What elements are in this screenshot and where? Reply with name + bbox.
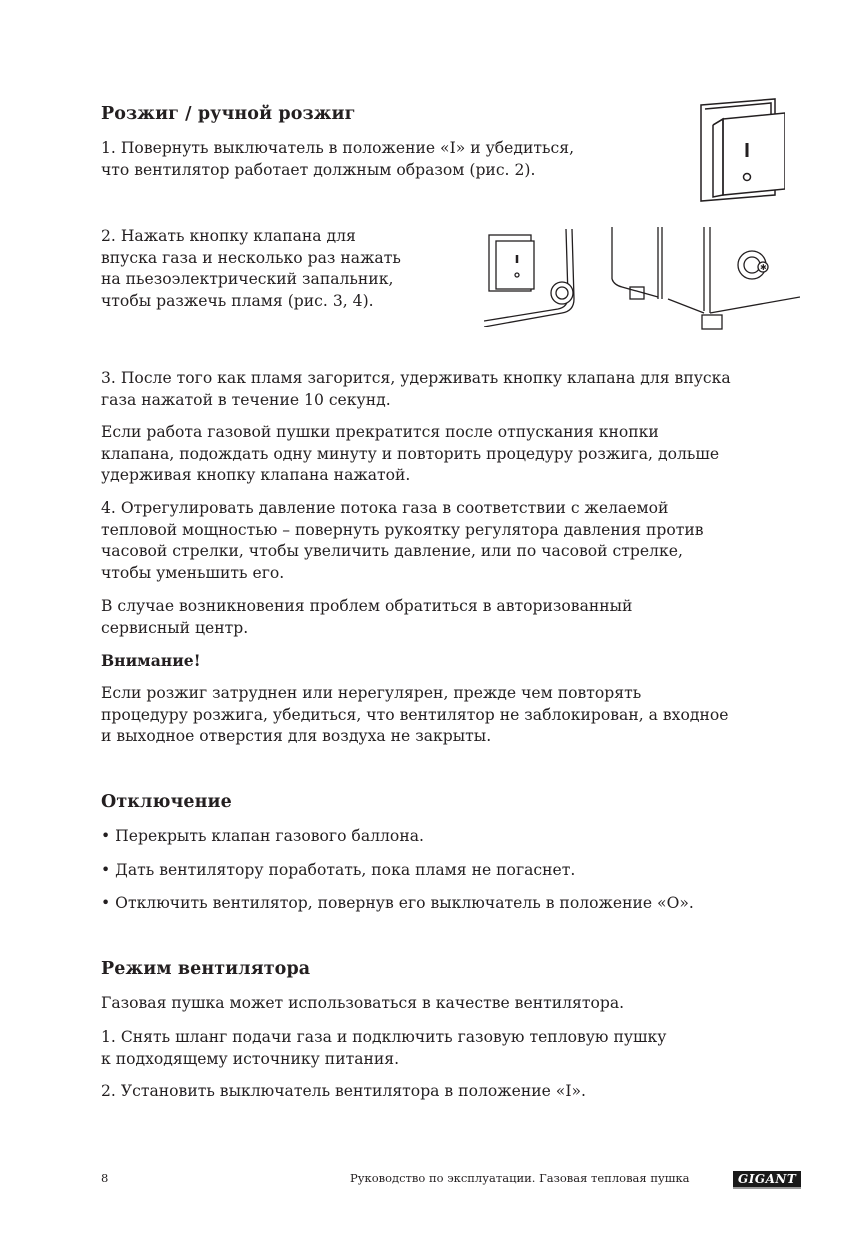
shutdown-bullet: • Отключить вентилятор, повернув его выключатель в положение «O».	[101, 894, 694, 912]
brand-logo: GIGANT	[733, 1171, 801, 1187]
section-title-shutdown: Отключение	[101, 792, 232, 812]
valve-button-illustration-icon	[610, 227, 800, 333]
ignition-retry-note: Если работа газовой пушки прекратится после отпускания кнопки клапана, подождать одну минуту и повторить процедуру розжига, дольше удерживая кнопку клапана нажатой.	[101, 423, 720, 484]
shutdown-bullet: • Дать вентилятору поработать, пока пламя не погаснет.	[101, 861, 576, 879]
ignition-step-2: 2. Нажать кнопку клапана для впуска газа и несколько раз нажать на пьезоэлектрический запальник, чтобы разжечь пламя (рис. 3, 4).	[101, 227, 401, 310]
fan-mode-step-1: 1. Снять шланг подачи газа и подключить газовую тепловую пушку к подходящему источнику питания.	[101, 1028, 667, 1068]
warning-label: Внимание!	[101, 651, 201, 670]
switch-igniter-illustration-icon	[484, 227, 584, 327]
service-center-note: В случае возникновения проблем обратиться в авторизованный сервисный центр.	[101, 597, 633, 637]
fan-mode-intro: Газовая пушка может использоваться в качестве вентилятора.	[101, 994, 625, 1012]
footer-doc-title: Руководство по эксплуатации. Газовая тепловая пушка	[350, 1171, 690, 1185]
ignition-step-1: 1. Повернуть выключатель в положение «I» и убедиться, что вентилятор работает должным образом (рис. 2).	[101, 139, 575, 179]
section-title-ignition: Розжиг / ручной розжиг	[101, 104, 356, 124]
svg-text:✱: ✱	[760, 263, 767, 272]
warning-text: Если розжиг затруднен или нерегулярен, прежде чем повторять процедуру розжига, убедиться, что вентилятор не заблокирован, а входное и выходное отверстия для воздуха не закрыты.	[101, 684, 729, 745]
page-number: 8	[101, 1171, 109, 1185]
switch-illustration-icon	[695, 97, 785, 205]
section-title-fan-mode: Режим вентилятора	[101, 959, 311, 979]
shutdown-bullet: • Перекрыть клапан газового баллона.	[101, 827, 424, 845]
ignition-step-3: 3. После того как пламя загорится, удерживать кнопку клапана для впуска газа нажатой в течение 10 секунд.	[101, 369, 731, 409]
fan-mode-step-2: 2. Установить выключатель вентилятора в положение «I».	[101, 1082, 586, 1100]
ignition-step-4: 4. Отрегулировать давление потока газа в соответствии с желаемой тепловой мощностью – повернуть рукоятку регулятора давления против часовой стрелки, чтобы увеличить давление, или по часовой стрелке, чтобы уменьшить его.	[101, 499, 704, 582]
